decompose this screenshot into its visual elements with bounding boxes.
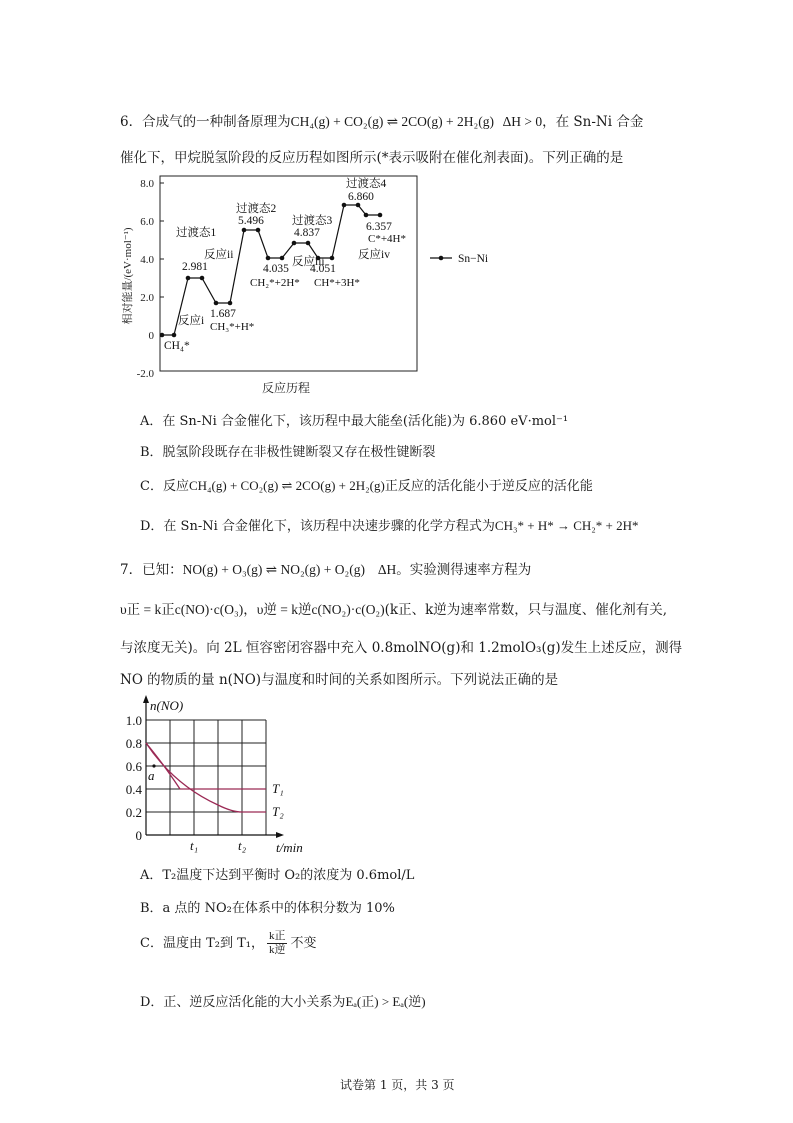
q7-line3: 与浓度无关)。向 2L 恒容密闭容器中充入 0.8molNO(g)和 1.2molO₃(g)发生上述反应，测得 <box>120 640 683 656</box>
q7-line1 <box>120 558 531 578</box>
rxn-label: 反应iv <box>358 249 390 261</box>
q6-option-d-eq: CH₃* + H* → CH₂* + 2H* <box>494 518 639 533</box>
q6-option-c-eq: CH₄(g) + CO₂(g) ⇌ 2CO(g) + 2H₂(g) <box>188 478 385 493</box>
legend-label: Sn−Ni <box>458 253 489 265</box>
energy-values <box>164 191 392 352</box>
xtick: t₂ <box>238 838 247 853</box>
q6-line1-pre: 6．合成气的一种制备原理为 <box>120 114 291 130</box>
x-axis-label: t/min <box>276 840 303 855</box>
level-label: 5.496 <box>238 215 264 227</box>
q6-option-b[interactable]: B．脱氢阶段既存在非极性键断裂又存在极性键断裂 <box>140 445 436 460</box>
q6-option-c[interactable] <box>140 475 593 494</box>
q6-option-d[interactable] <box>140 515 639 534</box>
k-ratio-fraction <box>267 930 288 957</box>
ts-label: 过渡态2 <box>236 203 277 215</box>
level-label: 2.981 <box>182 261 208 273</box>
ts-label: 过渡态4 <box>346 178 387 190</box>
q6-line1 <box>120 110 643 130</box>
ytick: 6.0 <box>140 216 154 228</box>
level-label: 4.051 <box>310 263 336 275</box>
species-label: C*+4H* <box>368 233 406 245</box>
ytick: 1.0 <box>125 713 142 728</box>
ytick: 8.0 <box>140 178 154 190</box>
q7-option-c-post: 不变 <box>290 936 317 951</box>
q7-line1-pre: 7．已知： <box>120 562 183 578</box>
q7-enthalpy: ΔH <box>377 562 397 577</box>
page-footer: 试卷第 1 页，共 3 页 <box>340 1078 455 1092</box>
level-label: 6.860 <box>348 191 374 203</box>
series-label: T₂ <box>272 804 284 819</box>
level-label: 1.687 <box>210 308 236 320</box>
q7-nno-chart <box>114 690 324 855</box>
x-axis-ticks <box>190 838 247 853</box>
q6-energy-chart <box>118 172 538 397</box>
q6-line2: 催化下，甲烷脱氢阶段的反应历程如图所示(*表示吸附在催化剂表面)。下列正确的是 <box>120 150 624 166</box>
tick-marks <box>160 183 164 335</box>
q7-option-b[interactable]: B．a 点的 NO₂在体系中的体积分数为 10% <box>140 901 395 916</box>
level-label: CH₄* <box>164 340 190 352</box>
rxn-label: 反应ii <box>204 249 234 261</box>
species-label: CH*+3H* <box>314 277 360 289</box>
level-label: 4.837 <box>294 227 320 239</box>
q7-option-d-pre: D．正、逆反应活化能的大小关系为 <box>140 995 346 1010</box>
ytick: 0.8 <box>125 736 142 751</box>
q7-option-d[interactable] <box>140 991 426 1010</box>
q6-enthalpy: ΔH > 0 <box>502 114 543 129</box>
species-label: CH₂*+2H* <box>250 277 300 289</box>
q7-option-d-eq: Eₐ(正) > Eₐ(逆) <box>345 994 426 1009</box>
ytick: 4.0 <box>140 254 154 266</box>
q6-line1-post: ，在 Sn-Ni 合金 <box>542 114 644 130</box>
level-label: 4.035 <box>263 263 289 275</box>
x-axis-label: 反应历程 <box>261 381 311 395</box>
ytick: 0.4 <box>125 782 142 797</box>
y-axis-label: n(NO) <box>150 698 184 713</box>
series-label: T₁ <box>272 781 284 796</box>
species-labels <box>210 233 406 333</box>
ts-label: 过渡态3 <box>292 215 333 227</box>
q7-line2-post: (k正、k逆为速率常数，只与温度、催化剂有关, <box>384 602 668 618</box>
q6-equation: CH₄(g) + CO₂(g) ⇌ 2CO(g) + 2H₂(g) <box>290 114 494 129</box>
y-axis-ticks <box>126 713 143 843</box>
fraction-denominator: k逆 <box>268 944 286 956</box>
grid <box>146 720 266 835</box>
series-line-t2 <box>146 743 266 812</box>
q6-option-a[interactable]: A．在 Sn-Ni 合金催化下，该历程中最大能垒(活化能)为 6.860 eV·mol⁻¹ <box>140 414 569 429</box>
q7-option-c-pre: C．温度由 T₂到 T₁， <box>140 936 264 951</box>
ytick: 0.2 <box>125 805 142 820</box>
ts-label: 过渡态1 <box>176 227 217 239</box>
ytick: 0 <box>148 330 154 342</box>
q6-option-c-pre: C．反应 <box>140 479 189 494</box>
q7-line2 <box>120 598 667 618</box>
fraction-numerator: k正 <box>268 930 286 942</box>
y-axis-ticks <box>137 178 155 380</box>
q7-option-a[interactable]: A．T₂温度下达到平衡时 O₂的浓度为 0.6mol/L <box>140 868 415 883</box>
q7-rate-forward: υ正 = k正c(NO)·c(O₃)， <box>120 602 257 617</box>
q7-rate-reverse: υ逆 = k逆c(NO₂)·c(O₂) <box>256 602 385 617</box>
q7-line1-post: 。实验测得速率方程为 <box>396 562 532 578</box>
level-label: 6.357 <box>366 221 392 233</box>
xtick: t₁ <box>190 838 199 853</box>
q6-option-d-pre: D．在 Sn-Ni 合金催化下，该历程中决速步骤的化学方程式为 <box>140 519 495 534</box>
point-a-label: a <box>148 768 155 783</box>
rxn-label: 反应iii <box>292 256 325 268</box>
y-axis-label: 相对能量/(eV·mol⁻¹) <box>122 227 134 325</box>
ytick: 0.6 <box>125 759 142 774</box>
q7-option-c[interactable] <box>140 930 317 957</box>
ytick: -2.0 <box>136 368 154 380</box>
ytick: 2.0 <box>140 292 154 304</box>
transition-state-labels <box>176 176 386 239</box>
ytick: 0 <box>135 828 142 843</box>
species-label: CH₃*+H* <box>210 321 255 333</box>
q6-option-c-post: 正反应的活化能小于逆反应的活化能 <box>384 479 593 494</box>
rxn-label: 反应i <box>178 315 205 327</box>
q7-equation: NO(g) + O₃(g) ⇌ NO₂(g) + O₂(g) <box>182 562 365 577</box>
chart-legend <box>430 253 488 265</box>
q7-line4: NO 的物质的量 n(NO)与温度和时间的关系如图所示。下列说法正确的是 <box>120 672 559 688</box>
